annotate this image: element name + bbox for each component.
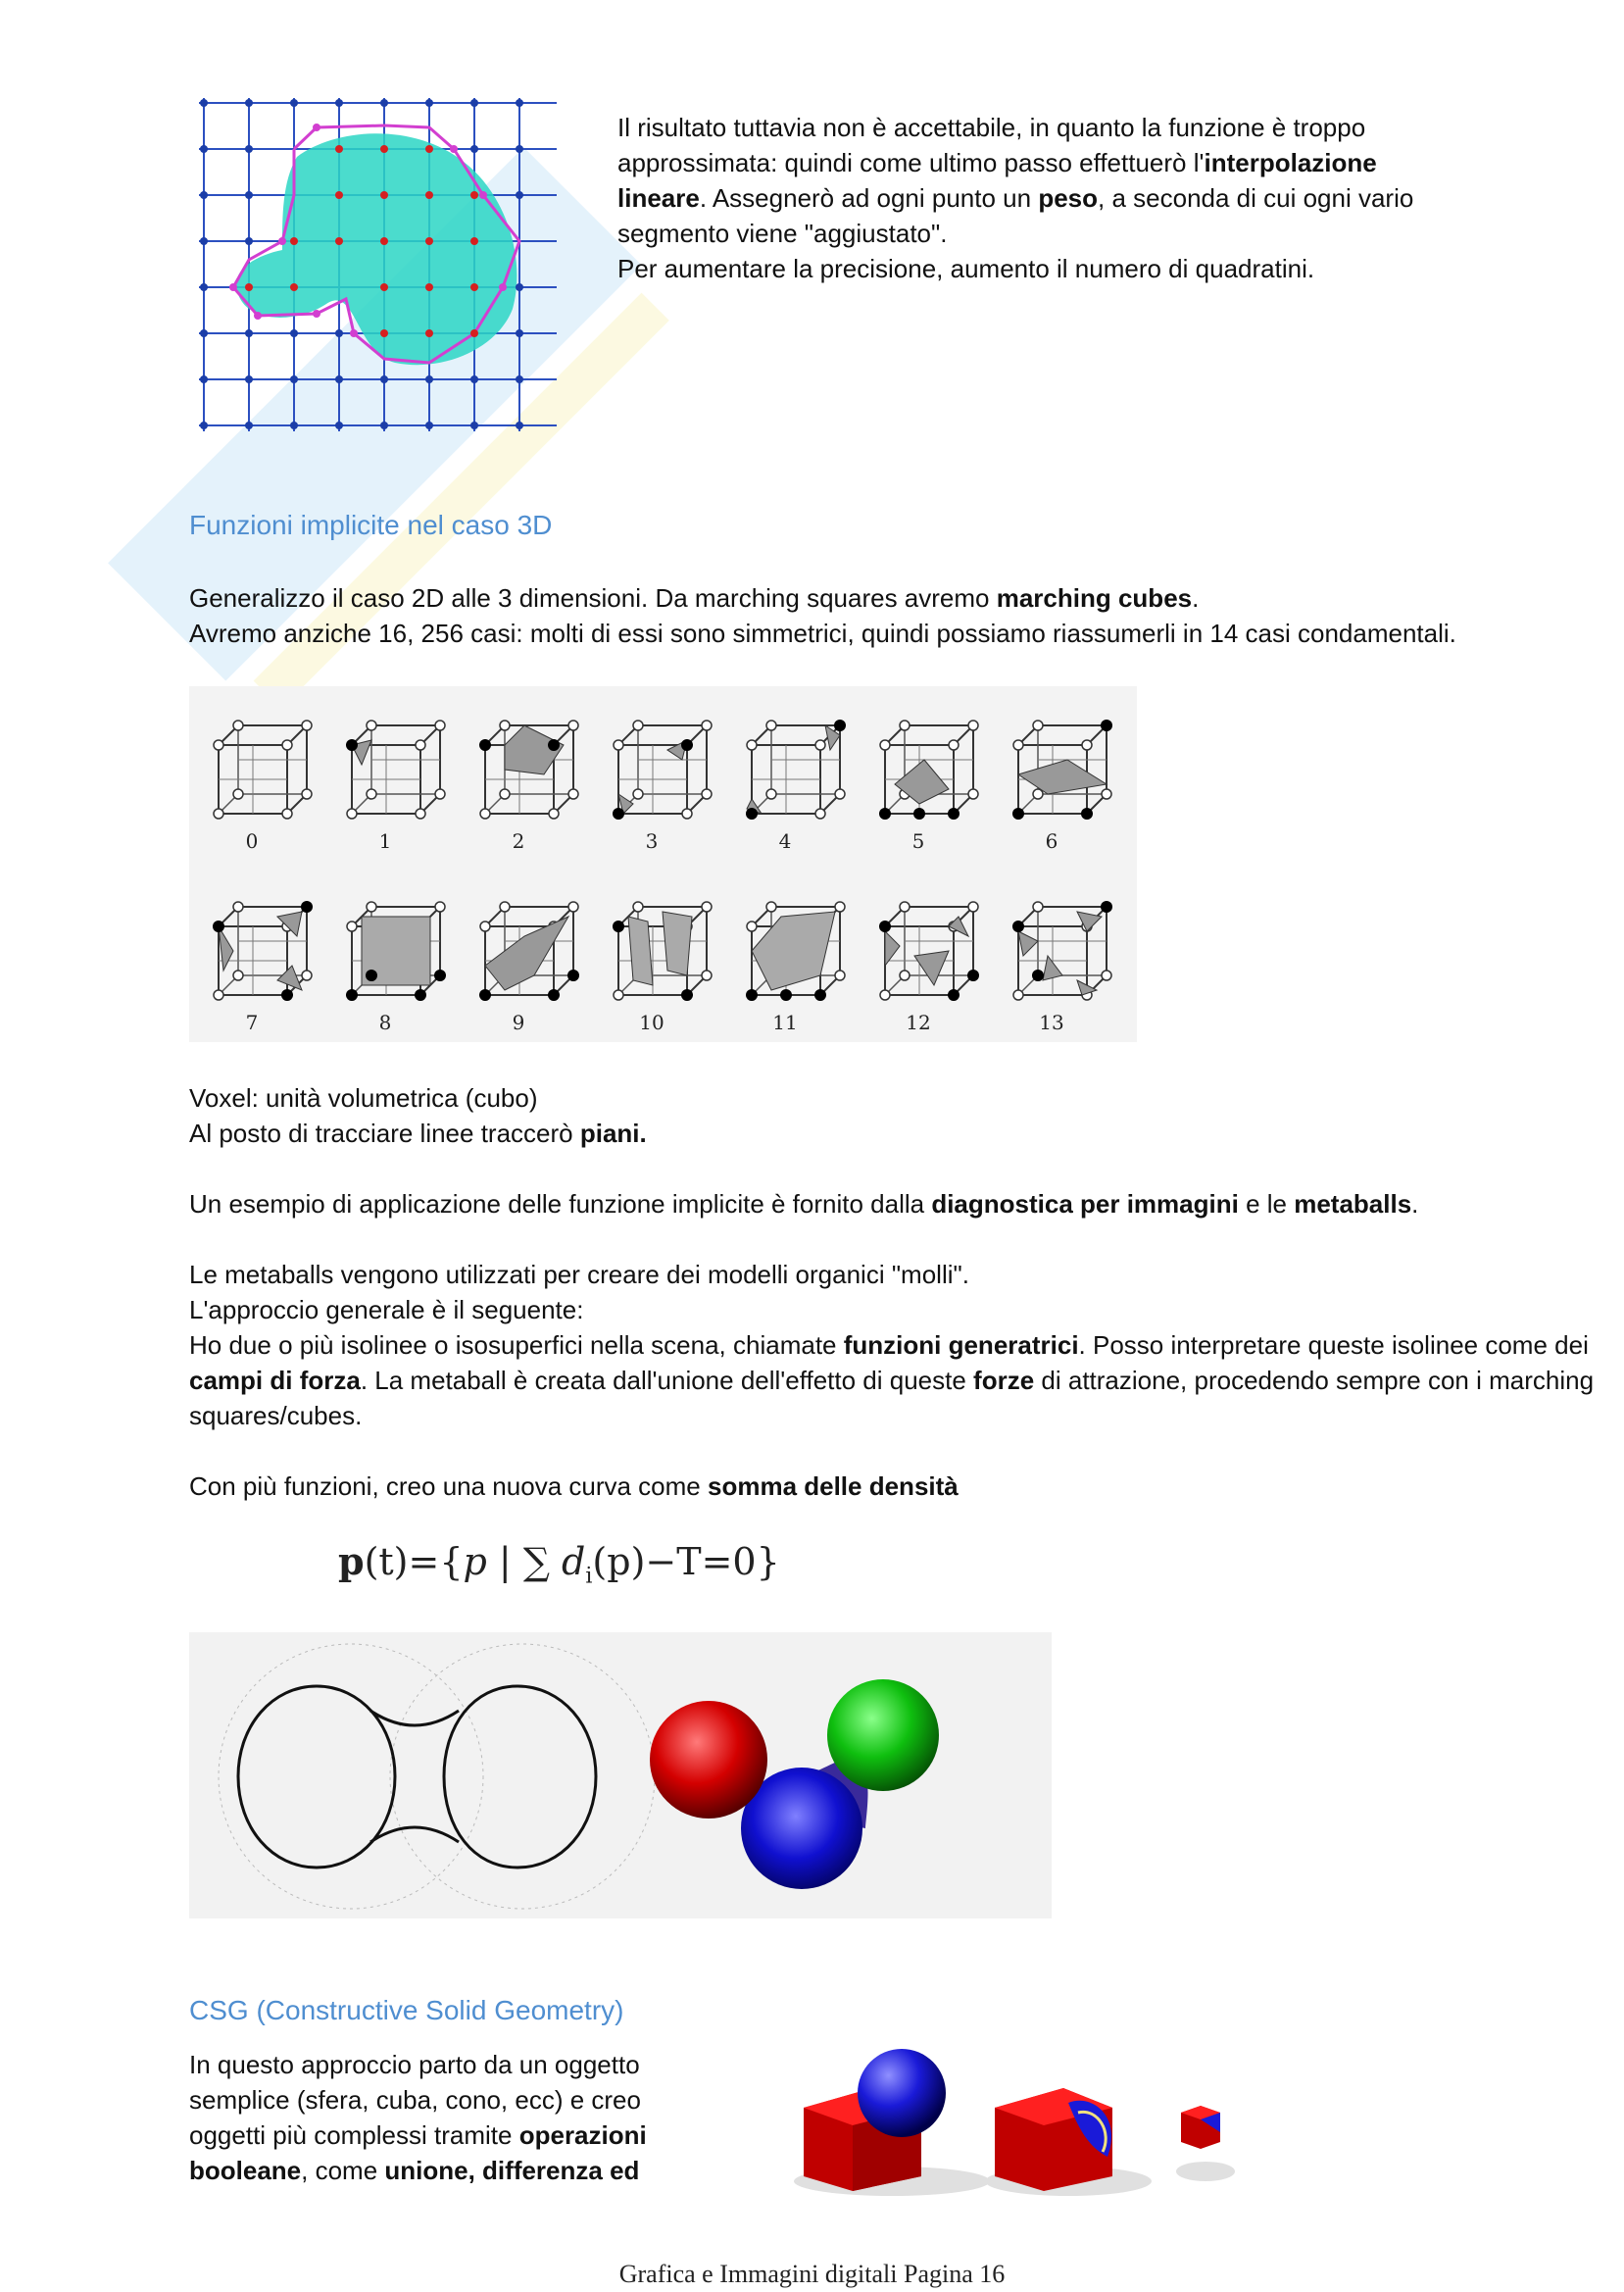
cube-label-2: 2	[512, 829, 525, 853]
cube-label-10: 10	[639, 1011, 664, 1034]
interpolation-paragraph: Il risultato tuttavia non è accettabile, in quanto la funzione è troppo approssimata: quindi come ultimo passo effettuerò l'interpolazione lineare. Assegnerò ad ogni punto un peso, a seconda di cui ogni vario segmento viene "aggiustato". Per aumentare la precisione, aumento il numero di quadratini.	[617, 113, 1414, 283]
cube-label-0: 0	[245, 829, 259, 853]
cube-label-4: 4	[778, 829, 792, 853]
cube-label-1: 1	[378, 829, 392, 853]
section-heading-csg: CSG (Constructive Solid Geometry)	[189, 1995, 624, 2025]
example-paragraph: Un esempio di applicazione delle funzione implicite è fornito dalla diagnostica per immagini e le metaballs.	[189, 1189, 1419, 1219]
cube-label-8: 8	[378, 1011, 392, 1034]
cube-label-11: 11	[772, 1011, 798, 1034]
cube-label-7: 7	[245, 1011, 259, 1034]
marching-squares-grid-figure	[189, 88, 581, 441]
csg-paragraph: In questo approccio parto da un oggetto semplice (sfera, cuba, cono, ecc) e creo oggetti più complessi tramite operazioni booleane, come unione, differenza ed	[189, 2050, 647, 2185]
cube-label-13: 13	[1039, 1011, 1064, 1034]
page-footer: Grafica e Immagini digitali Pagina 16	[618, 2260, 1006, 2288]
cube-label-9: 9	[512, 1011, 525, 1034]
density-paragraph: Con più funzioni, creo una nuova curva come somma delle densità	[189, 1471, 959, 1501]
cube-label-12: 12	[906, 1011, 931, 1034]
metaballs-figure	[189, 1632, 1052, 1918]
voxel-paragraph: Voxel: unità volumetrica (cubo) Al posto di tracciare linee traccerò piani.	[189, 1083, 647, 1148]
metaballs-paragraph: Le metaballs vengono utilizzati per creare dei modelli organici "molli". L'approccio generale è il seguente: Ho due o più isolinee o isosuperfici nella scena, chiamate funzioni generatrici. Posso interpretare queste isolinee come dei campi di forza. La metaball è creata dall'unione dell'effetto di queste forze di attrazione, procedendo sempre con i marching squares/cubes.	[189, 1260, 1595, 1430]
section-3d-intro: Generalizzo il caso 2D alle 3 dimensioni. Da marching squares avremo marching cubes. Avremo anziche 16, 256 casi: molti di essi sono simmetrici, quindi possiamo riassumerli in 14 casi condamentali.	[189, 583, 1456, 648]
cube-label-3: 3	[645, 829, 659, 853]
density-formula: p(t)={p | ∑ $d_i(p)-T=0$}	[338, 1539, 780, 1589]
csg-boolean-figure	[784, 2039, 1304, 2196]
cube-label-5: 5	[911, 829, 925, 853]
section-heading-3d: Funzioni implicite nel caso 3D	[189, 510, 553, 540]
cube-label-6: 6	[1045, 829, 1058, 853]
marching-cubes-cases-figure	[189, 686, 1137, 1042]
